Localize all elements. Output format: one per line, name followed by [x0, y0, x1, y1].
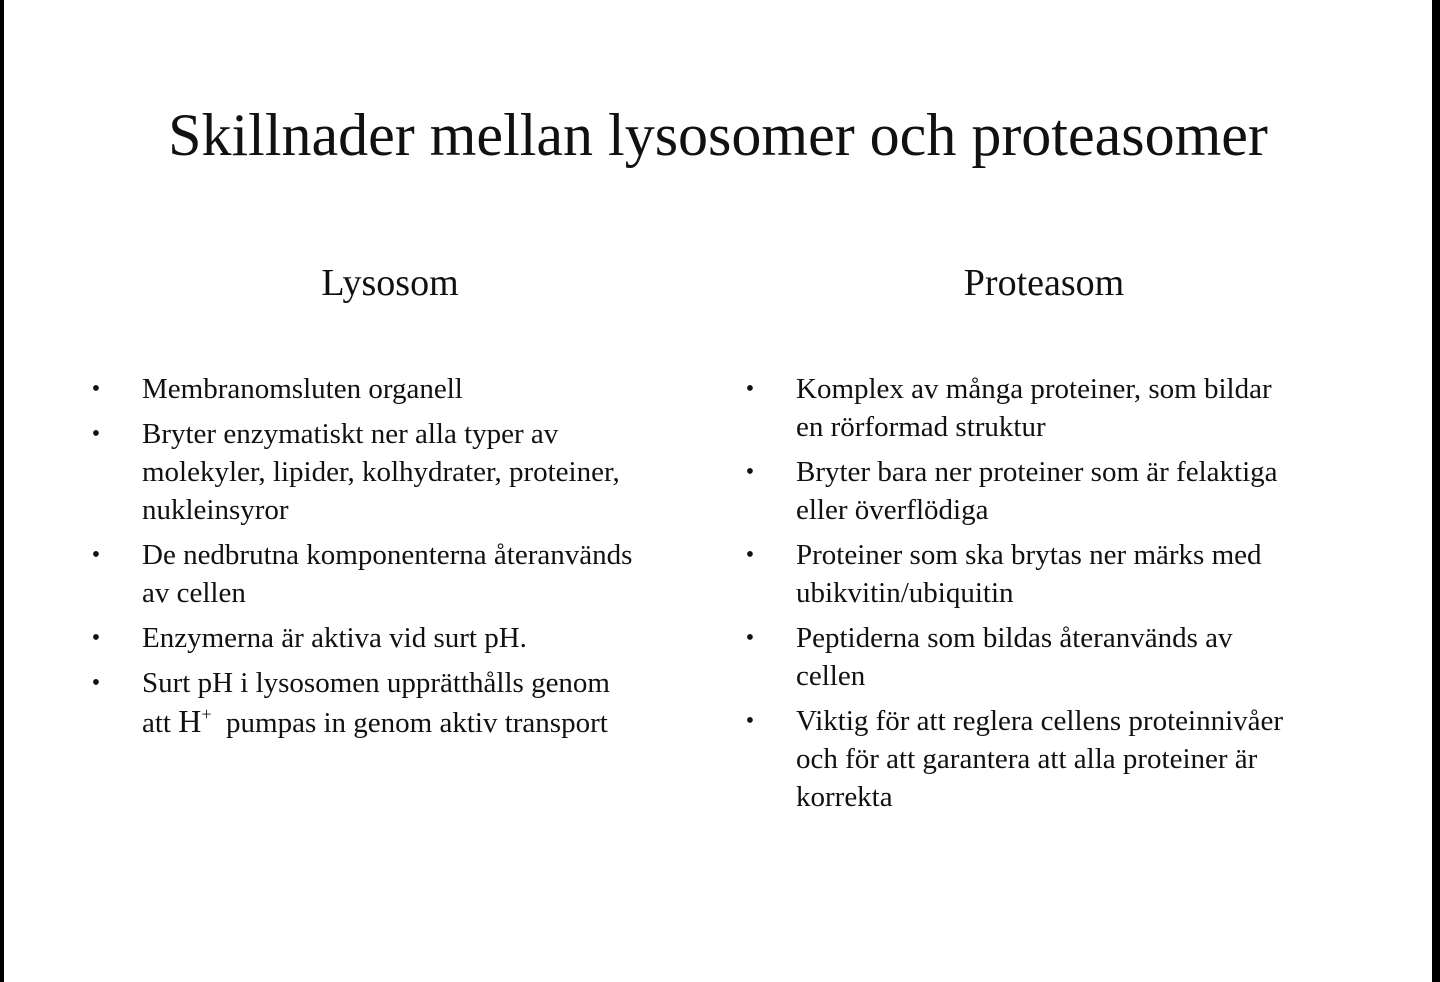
bullet-text: Bryter enzymatiskt ner alla typer av molekyler, lipider, kolhydrater, proteiner, nukleinsyror — [142, 418, 620, 526]
list-item — [86, 415, 678, 529]
hydrogen-ion: H — [178, 703, 202, 739]
ion-charge: + — [201, 704, 212, 724]
list-item — [740, 619, 1350, 695]
list-item — [740, 536, 1350, 612]
slide — [4, 0, 1432, 982]
bullet-icon: • — [91, 542, 101, 568]
list-item — [86, 536, 678, 612]
bullet-text-continued: att — [142, 707, 179, 739]
slide-title: Skillnader mellan lysosomer och proteasomer — [168, 102, 1268, 168]
lysosom-heading: Lysosom — [321, 262, 459, 304]
list-item — [86, 370, 678, 408]
list-item — [86, 619, 678, 657]
bullet-text: Peptiderna som bildas återanvänds av cellen — [796, 622, 1233, 692]
bullet-icon: • — [91, 376, 101, 402]
list-item — [740, 453, 1350, 529]
lysosom-bullet-list — [86, 370, 678, 749]
bullet-text: Viktig för att reglera cellens proteinnivåer och för att garantera att alla proteiner är korrekta — [796, 705, 1284, 813]
bullet-text: Surt pH i lysosomen upprätthålls genom — [142, 667, 610, 699]
bullet-text: Enzymerna är aktiva vid surt pH. — [142, 622, 527, 654]
proteasom-bullet-list — [740, 370, 1350, 823]
bullet-text: Bryter bara ner proteiner som är felaktiga eller överflödiga — [796, 456, 1278, 526]
bullet-text: Komplex av många proteiner, som bildar en rörformad struktur — [796, 373, 1272, 443]
list-item — [740, 702, 1350, 816]
bullet-icon: • — [91, 421, 101, 447]
bullet-text-continued: pumpas in genom aktiv transport — [211, 707, 608, 739]
bullet-icon: • — [745, 625, 755, 651]
list-item — [740, 370, 1350, 446]
bullet-icon: • — [91, 625, 101, 651]
bullet-icon: • — [745, 459, 755, 485]
bullet-text: De nedbrutna komponenterna återanvänds av cellen — [142, 539, 633, 609]
bullet-text: Membranomsluten organell — [142, 373, 463, 405]
bullet-icon: • — [91, 670, 101, 696]
proteasom-heading: Proteasom — [963, 262, 1125, 304]
list-item — [86, 664, 678, 742]
bullet-text: Proteiner som ska brytas ner märks med ubikvitin/ubiquitin — [796, 539, 1262, 609]
bullet-icon: • — [745, 708, 755, 734]
bullet-icon: • — [745, 376, 755, 402]
bullet-icon: • — [745, 542, 755, 568]
